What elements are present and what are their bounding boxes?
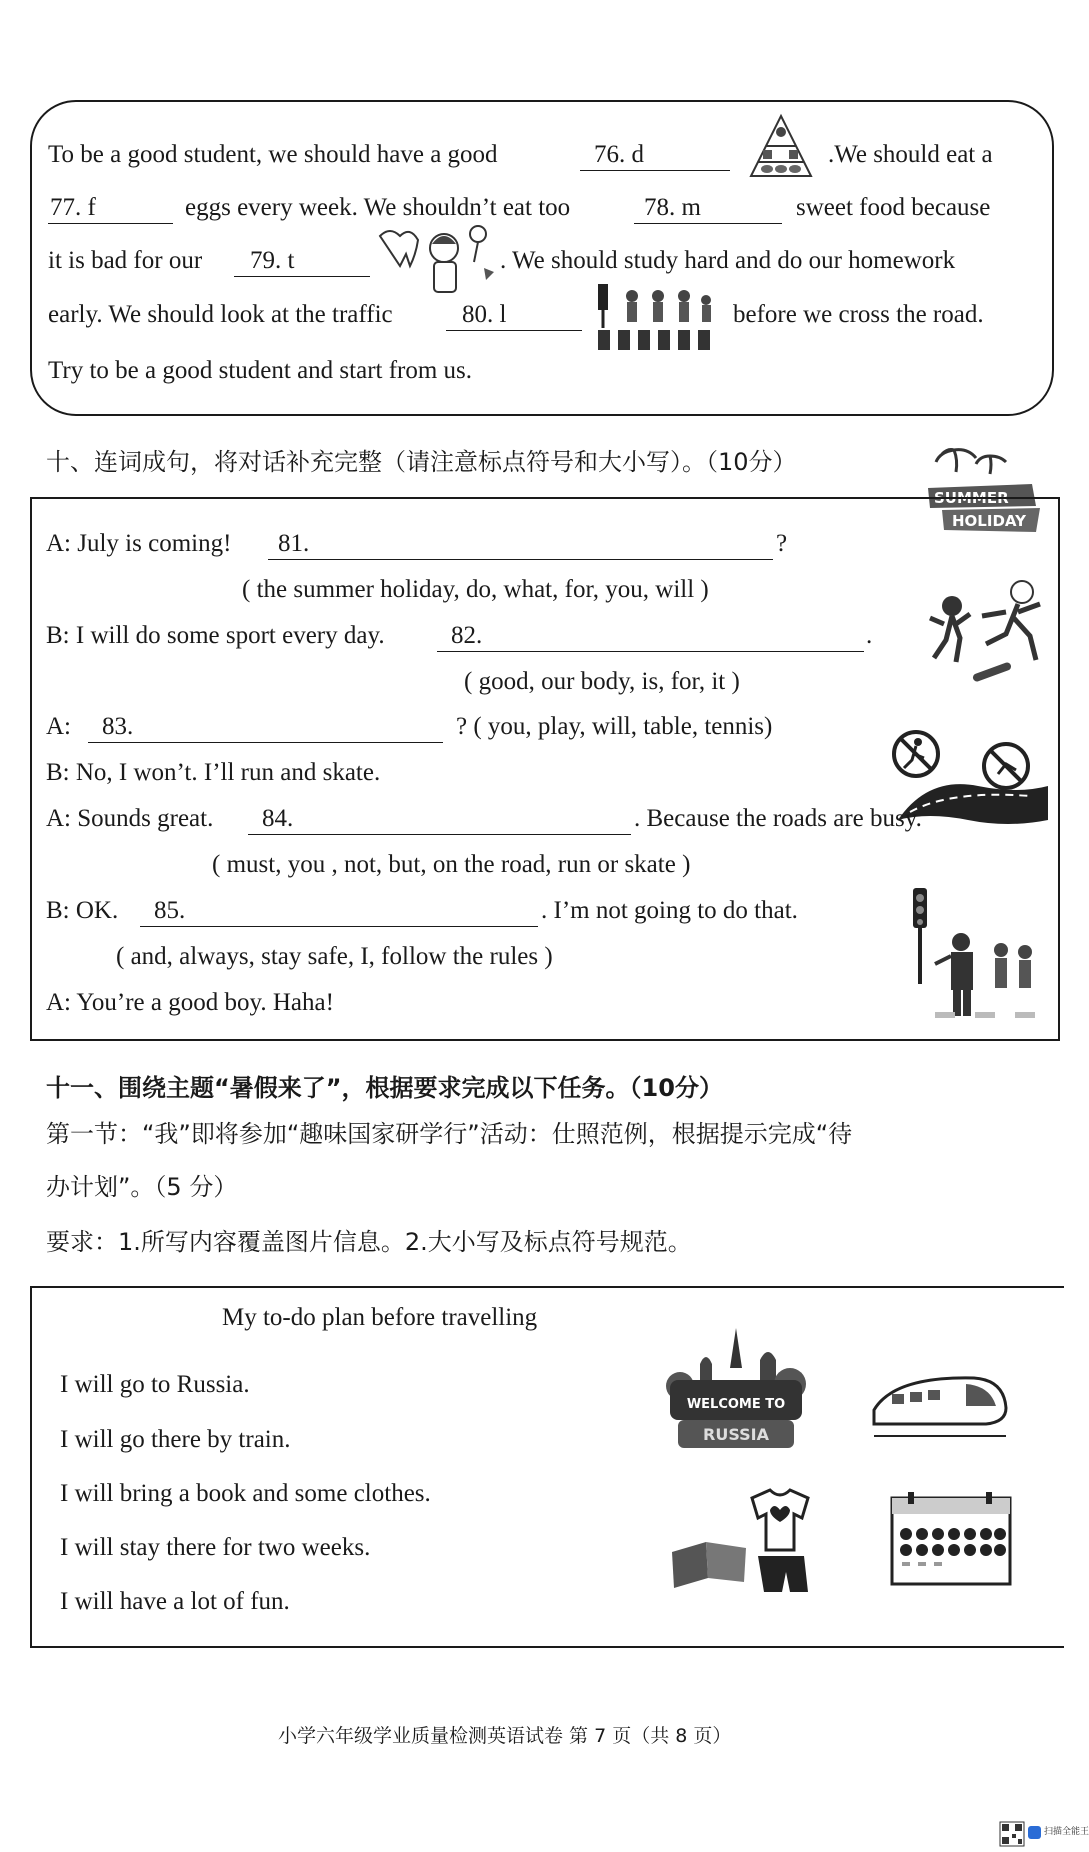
plan-line-5: I will have a lot of fun. [60, 1588, 290, 1615]
passage-line2-text: eggs every week. We shouldn’t eat too [185, 194, 571, 221]
plan-title: My to-do plan before travelling [222, 1304, 538, 1331]
answer-blank-80[interactable] [446, 300, 582, 331]
answer-blank-78[interactable] [634, 193, 782, 224]
part1-instruction-line2: 办计划”。（5 分） [46, 1173, 238, 1201]
book-and-clothes-icon [668, 1482, 820, 1598]
requirement-text: 要求：1.所写内容覆盖图片信息。2.大小写及标点符号规范。 [46, 1228, 692, 1256]
dialogue-a1-text: A: July is coming! [46, 530, 232, 557]
sign-line1: SUMMER [934, 489, 1009, 507]
passage-line4-end: before we cross the road. [733, 301, 984, 328]
food-pyramid-icon [745, 110, 817, 182]
plan-box-left-border [30, 1286, 32, 1646]
hint-85: ( and, always, stay safe, I, follow the rules ) [116, 943, 553, 970]
hint-82: ( good, our body, is, for, it ) [464, 668, 740, 695]
blank-83-label: 83. [102, 713, 134, 740]
answer-blank-83[interactable] [88, 712, 443, 743]
passage-line5-text: Try to be a good student and start from us. [48, 357, 473, 384]
dialogue-a3-text: A: Sounds great. [46, 805, 214, 832]
dialogue-a2-end: ? ( you, play, will, table, tennis) [456, 713, 773, 740]
qr-code-icon [1000, 1822, 1024, 1846]
dialogue-b1-end: . [866, 622, 873, 649]
badge-line2: RUSSIA [703, 1425, 769, 1444]
blank-81-label: 81. [278, 530, 310, 557]
passage-line1-text: To be a good student, we should have a good [48, 141, 498, 168]
blank-82-label: 82. [451, 622, 483, 649]
dialogue-b3-text: B: OK. [46, 897, 119, 924]
plan-box-bottom-border [30, 1646, 1064, 1648]
section10-heading: 十、连词成句，将对话补充完整（请注意标点符号和大小写）。（10分） [46, 448, 797, 476]
answer-blank-85[interactable] [140, 896, 538, 927]
scanner-watermark: 扫描全能王 [1044, 1827, 1089, 1837]
part1-instruction-line1: 第一节：“我”即将参加“趣味国家研学行”活动：仕照范例，根据提示完成“待 [46, 1120, 853, 1148]
hint-81: ( the summer holiday, do, what, for, you, will ) [242, 576, 709, 603]
blank-78-label: 78. m [644, 194, 701, 221]
plan-box-top-border [30, 1286, 1064, 1288]
blank-79-label: 79. t [250, 247, 295, 274]
scanner-logo-icon [1028, 1826, 1041, 1839]
blank-76-label: 76. d [594, 141, 644, 168]
blank-80-label: 80. l [462, 301, 507, 328]
answer-blank-82[interactable] [437, 621, 864, 652]
dialogue-a2-label: A: [46, 713, 71, 740]
dialogue-b3-end: . I’m not going to do that. [541, 897, 798, 924]
passage-line1-end: .We should eat a [828, 141, 993, 168]
calendar-icon [888, 1490, 1014, 1590]
answer-blank-79[interactable] [234, 246, 370, 277]
train-icon [870, 1370, 1010, 1442]
badge-line1: WELCOME TO [686, 1397, 786, 1412]
blank-85-label: 85. [154, 897, 186, 924]
plan-line-2: I will go there by train. [60, 1426, 291, 1453]
section11-heading: 十一、围绕主题“暑假来了”，根据要求完成以下任务。（10分） [46, 1074, 723, 1102]
kids-sport-icon [926, 576, 1052, 688]
plan-line-3: I will bring a book and some clothes. [60, 1480, 431, 1507]
dialogue-a4-text: A: You’re a good boy. Haha! [46, 989, 334, 1016]
hint-84: ( must, you , not, but, on the road, run or skate ) [212, 851, 691, 878]
tooth-boy-candy-icon [374, 222, 498, 298]
passage-line2-end: sweet food because [796, 194, 991, 221]
dialogue-a1-end: ? [776, 530, 788, 557]
blank-77-label: 77. f [50, 194, 96, 221]
passage-line3-text: it is bad for our [48, 247, 203, 274]
plan-line-4: I will stay there for two weeks. [60, 1534, 371, 1561]
traffic-police-crossing-icon [905, 884, 1045, 1024]
plan-line-1: I will go to Russia. [60, 1371, 250, 1398]
sign-line2: HOLIDAY [952, 512, 1026, 530]
answer-blank-81[interactable] [268, 529, 773, 560]
page-footer: 小学六年级学业质量检测英语试卷 第 7 页（共 8 页） [278, 1725, 732, 1747]
passage-line3-end: . We should study hard and do our homework [500, 247, 956, 274]
answer-blank-77[interactable] [48, 193, 173, 224]
passage-line4-text: early. We should look at the traffic [48, 301, 393, 328]
dialogue-a3-end: . Because the roads are busy. [634, 805, 922, 832]
answer-blank-84[interactable] [248, 804, 631, 835]
dialogue-b2-text: B: No, I won’t. I’ll run and skate. [46, 759, 381, 786]
crosswalk-traffic-light-icon [592, 280, 720, 352]
welcome-russia-badge [660, 1324, 812, 1456]
blank-84-label: 84. [262, 805, 294, 832]
dialogue-b1-text: B: I will do some sport every day. [46, 622, 385, 649]
answer-blank-76[interactable] [580, 140, 730, 171]
